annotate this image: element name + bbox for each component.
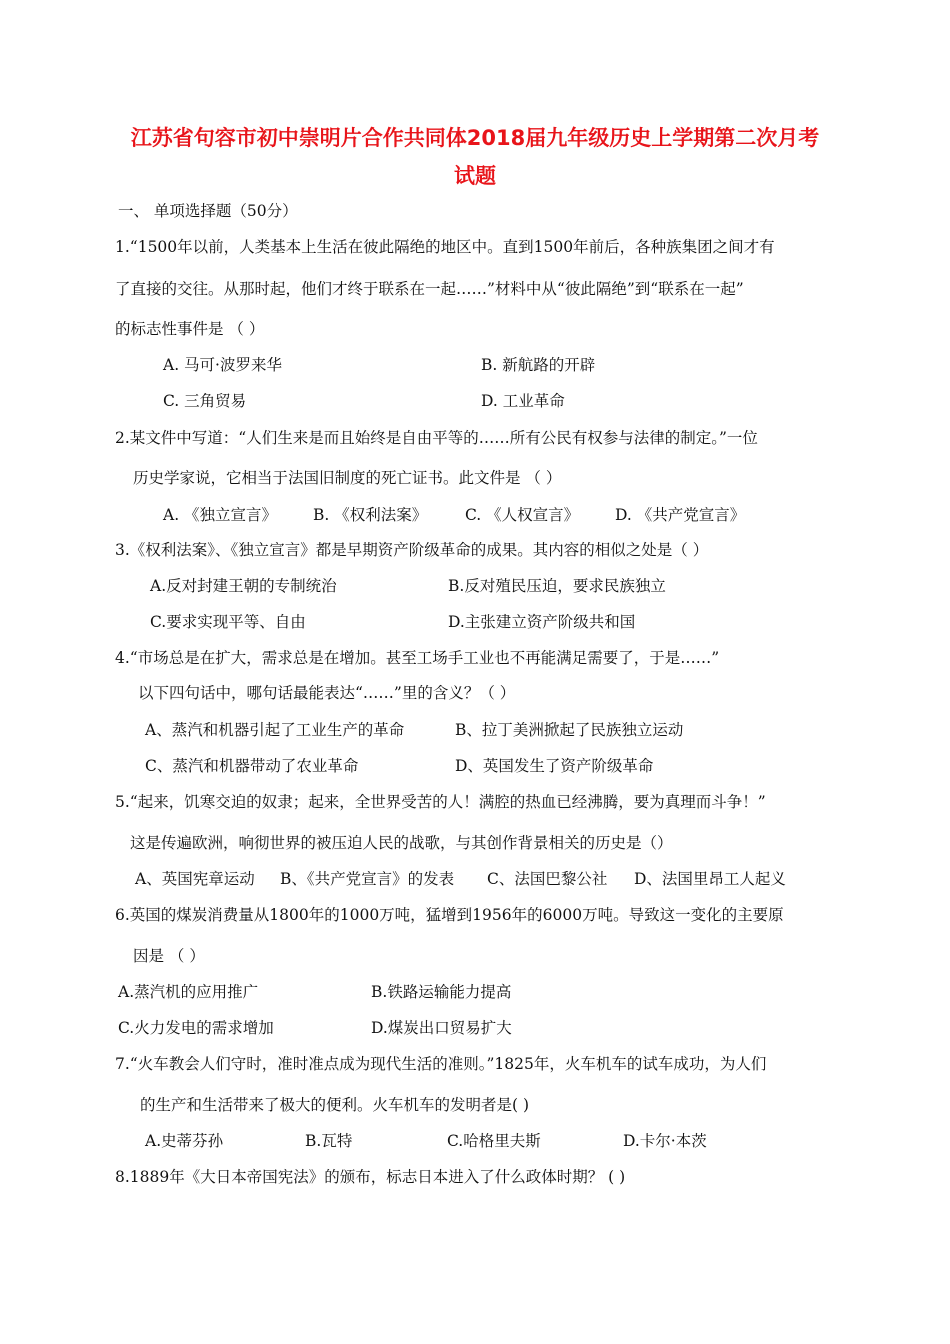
q4-option-c: C、蒸汽和机器带动了农业革命 xyxy=(145,757,359,775)
q7-option-b: B.瓦特 xyxy=(305,1132,353,1150)
q5-option-b: B、《共产党宣言》的发表 xyxy=(280,870,455,888)
q3-option-a: A.反对封建王朝的专制统治 xyxy=(150,577,337,595)
q2-option-b: B. 《权利法案》 xyxy=(313,506,428,524)
q5-line1: 5.“起来，饥寒交迫的奴隶；起来，全世界受苦的人！满腔的热血已经沸腾，要为真理而斗争！” xyxy=(115,793,766,811)
q5-option-d: D、法国里昂工人起义 xyxy=(634,870,786,888)
q6-line1: 6.英国的煤炭消费量从1800年的1000万吨，猛增到1956年的6000万吨。导致这一变化的主要原 xyxy=(115,906,784,924)
q2-option-a: A. 《独立宣言》 xyxy=(163,506,278,524)
q2-option-c: C. 《人权宣言》 xyxy=(465,506,580,524)
q5-option-c: C、法国巴黎公社 xyxy=(487,870,608,888)
q1-line3: 的标志性事件是 （ ） xyxy=(115,320,265,338)
q7-option-d: D.卡尔·本茨 xyxy=(623,1132,707,1150)
q1-option-c: C. 三角贸易 xyxy=(163,392,247,410)
q5-line2: 这是传遍欧洲，响彻世界的被压迫人民的战歌，与其创作背景相关的历史是（） xyxy=(130,834,673,852)
q7-line1: 7.“火车教会人们守时，准时准点成为现代生活的准则。”1825年，火车机车的试车成功，为人们 xyxy=(115,1055,767,1073)
q6-option-c: C.火力发电的需求增加 xyxy=(118,1019,274,1037)
document-title-line2: 试题 xyxy=(454,164,496,188)
document-title-line1: 江苏省句容市初中崇明片合作共同体2018届九年级历史上学期第二次月考 xyxy=(130,126,820,150)
q7-option-a: A.史蒂芬孙 xyxy=(145,1132,224,1150)
q2-line1: 2.某文件中写道：“人们生来是而且始终是自由平等的……所有公民有权参与法律的制定。”一位 xyxy=(115,429,758,447)
q1-line2: 了直接的交往。从那时起，他们才终于联系在一起……”材料中从“彼此隔绝”到“联系在一起” xyxy=(115,280,744,298)
q3-option-c: C.要求实现平等、自由 xyxy=(150,613,306,631)
section-heading: 一、 单项选择题（50分） xyxy=(118,202,298,220)
q6-option-b: B.铁路运输能力提高 xyxy=(371,983,512,1001)
q1-line1: 1.“1500年以前，人类基本上生活在彼此隔绝的地区中。直到1500年前后，各种族集团之间才有 xyxy=(115,238,775,256)
q6-option-d: D.煤炭出口贸易扩大 xyxy=(371,1019,512,1037)
q3-line1: 3.《权利法案》、《独立宣言》都是早期资产阶级革命的成果。其内容的相似之处是（ ） xyxy=(115,541,709,559)
q3-option-b: B.反对殖民压迫，要求民族独立 xyxy=(448,577,666,595)
q5-option-a: A、英国宪章运动 xyxy=(135,870,255,888)
q2-option-d: D. 《共产党宣言》 xyxy=(615,506,746,524)
q6-line2: 因是 （ ） xyxy=(133,947,205,965)
q1-option-d: D. 工业革命 xyxy=(481,392,565,410)
q1-option-b: B. 新航路的开辟 xyxy=(481,356,596,374)
q1-option-a: A. 马可·波罗来华 xyxy=(163,356,282,374)
q4-line1: 4.“市场总是在扩大，需求总是在增加。甚至工场手工业也不再能满足需要了，于是……” xyxy=(115,649,720,667)
q6-option-a: A.蒸汽机的应用推广 xyxy=(118,983,259,1001)
q3-option-d: D.主张建立资产阶级共和国 xyxy=(448,613,636,631)
q2-line2: 历史学家说，它相当于法国旧制度的死亡证书。此文件是 （ ） xyxy=(133,469,562,487)
q4-option-d: D、英国发生了资产阶级革命 xyxy=(455,757,654,775)
q4-option-b: B、拉丁美洲掀起了民族独立运动 xyxy=(455,721,684,739)
q4-option-a: A、蒸汽和机器引起了工业生产的革命 xyxy=(145,721,405,739)
q7-option-c: C.哈格里夫斯 xyxy=(447,1132,541,1150)
q7-line2: 的生产和生活带来了极大的便利。火车机车的发明者是( ) xyxy=(140,1096,530,1114)
q8-line1: 8.1889年《大日本帝国宪法》的颁布，标志日本进入了什么政体时期？ ( ) xyxy=(115,1168,626,1186)
q4-line2: 以下四句话中，哪句话最能表达“……”里的含义？（ ） xyxy=(138,684,516,702)
